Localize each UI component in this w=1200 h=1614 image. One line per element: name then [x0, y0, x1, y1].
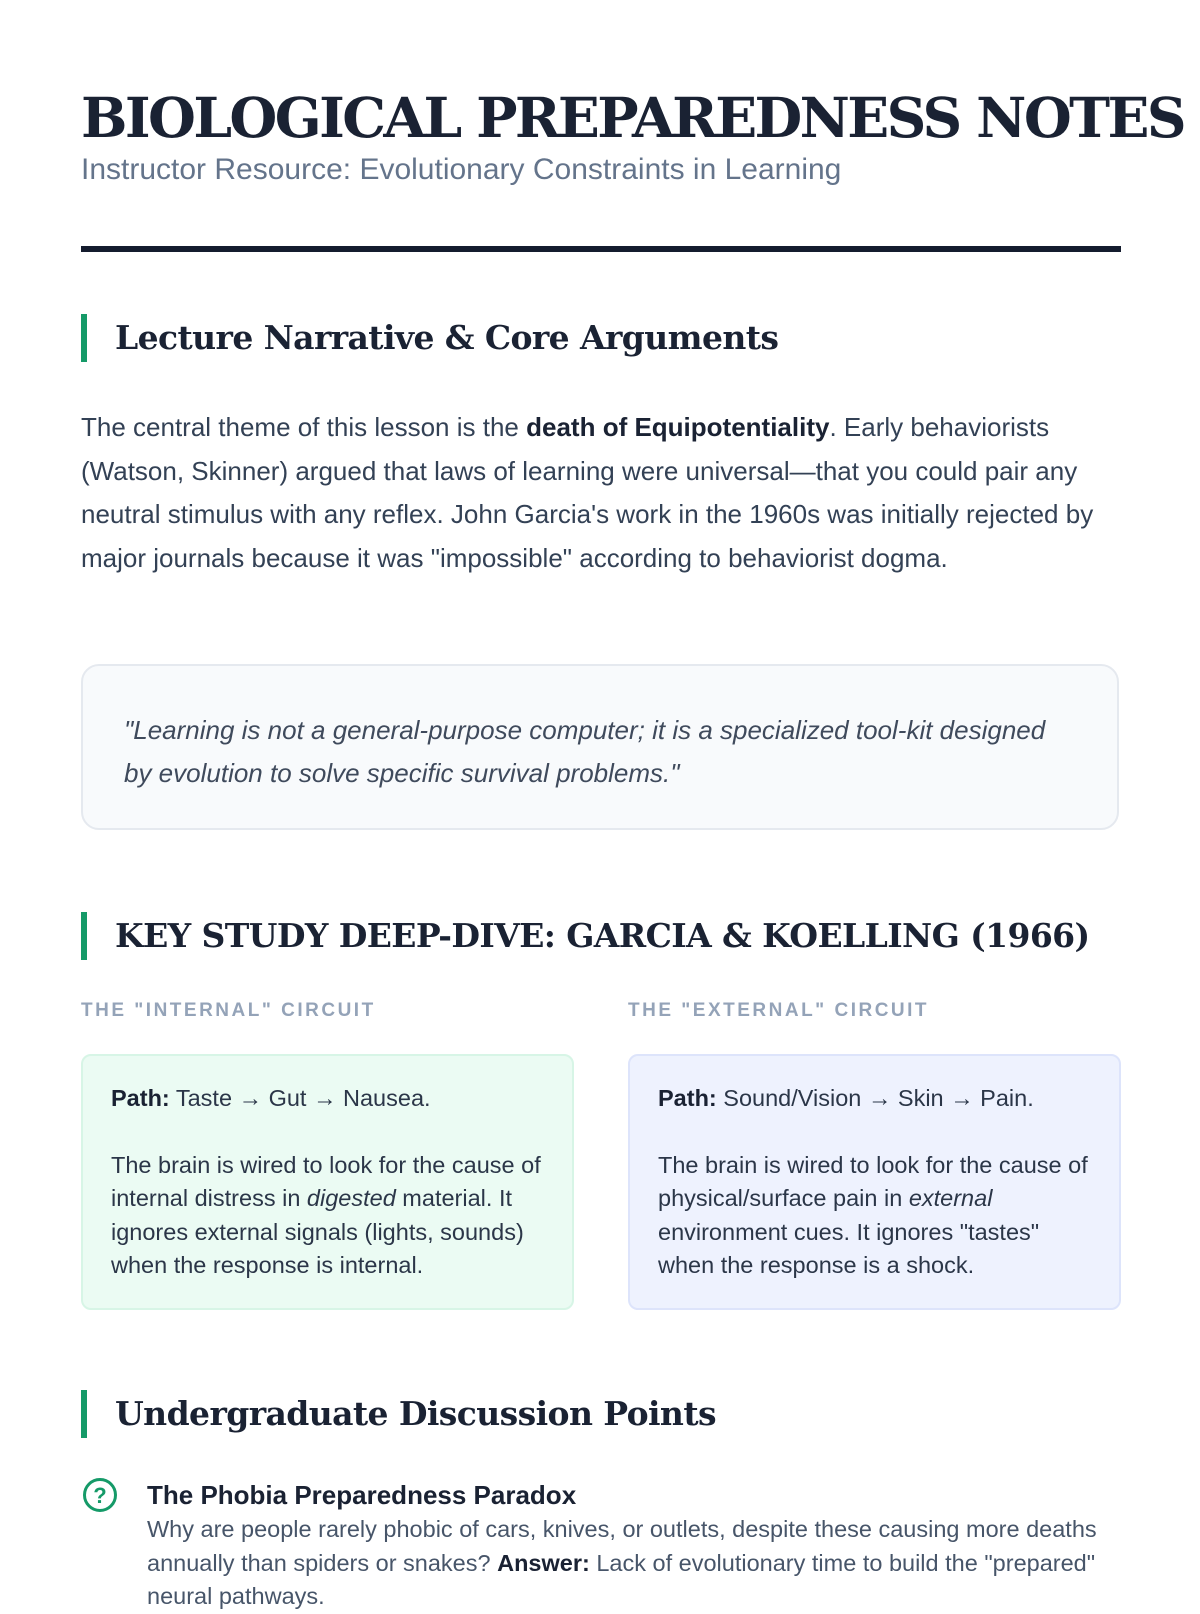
internal-desc-after: material. It ignores external signals (lights, sounds) when the response is internal. — [111, 1185, 524, 1278]
discussion-item-title: The Phobia Preparedness Paradox — [147, 1480, 577, 1510]
discussion-body-after: Lack of evolutionary time to build the "prepared" neural pathways. — [147, 1549, 1096, 1609]
narrative-paragraph — [81, 406, 1121, 580]
internal-path-line — [111, 1082, 544, 1116]
pull-quote-text: "Learning is not a general-purpose computer; it is a specialized tool-kit designed by evolution to solve specific survival problems." — [124, 715, 1046, 788]
internal-desc-before: The brain is wired to look for the cause of internal distress in — [111, 1151, 541, 1211]
external-desc-before: The brain is wired to look for the cause of physical/surface pain in — [658, 1151, 1088, 1211]
external-desc-emphasis: external — [908, 1185, 993, 1211]
internal-circuit-label: THE "INTERNAL" CIRCUIT — [81, 1000, 376, 1021]
narrative-lead: The central theme of this lesson is the — [81, 412, 527, 442]
external-desc-after: environment cues. It ignores "tastes" when the response is a shock. — [658, 1218, 1040, 1278]
discussion-item-body — [147, 1513, 1121, 1614]
title-divider — [81, 246, 1121, 252]
narrative-rest: . Early behaviorists (Watson, Skinner) argued that laws of learning were universal—that you could pair any neutral stimulus with any reflex. John Garcia's work in the 1960s was initially rejected by major journals because it was "impossible" according to behaviorist dogma. — [81, 412, 1094, 573]
section-heading-key-study: KEY STUDY DEEP-DIVE: GARCIA & KOELLING (1966) — [81, 912, 1090, 960]
internal-path-label: Path: — [111, 1085, 170, 1111]
pull-quote-box — [81, 664, 1119, 830]
internal-description — [111, 1149, 544, 1283]
external-circuit-label: THE "EXTERNAL" CIRCUIT — [628, 1000, 930, 1021]
external-description — [658, 1149, 1091, 1283]
internal-desc-emphasis: digested — [306, 1185, 396, 1211]
external-circuit-card — [628, 1054, 1121, 1310]
question-circle-icon: ? — [83, 1478, 117, 1512]
external-path-value: Sound/Vision → Skin → Pain. — [716, 1085, 1034, 1111]
discussion-body-before: Why are people rarely phobic of cars, knives, or outlets, despite these causing more deaths annually than spiders or snakes? — [147, 1516, 1097, 1576]
external-path-line — [658, 1082, 1091, 1116]
external-path-label: Path: — [658, 1085, 717, 1111]
discussion-answer-label: Answer: — [497, 1549, 590, 1576]
section-heading-narrative: Lecture Narrative & Core Arguments — [81, 314, 778, 362]
internal-path-value: Taste → Gut → Nausea. — [169, 1085, 431, 1111]
page-title: BIOLOGICAL PREPAREDNESS NOTES — [81, 85, 1184, 150]
page-subtitle: Instructor Resource: Evolutionary Constraints in Learning — [81, 153, 842, 186]
section-heading-discussion: Undergraduate Discussion Points — [81, 1390, 716, 1438]
internal-circuit-card — [81, 1054, 574, 1310]
narrative-emphasis: death of Equipotentiality — [526, 412, 830, 442]
